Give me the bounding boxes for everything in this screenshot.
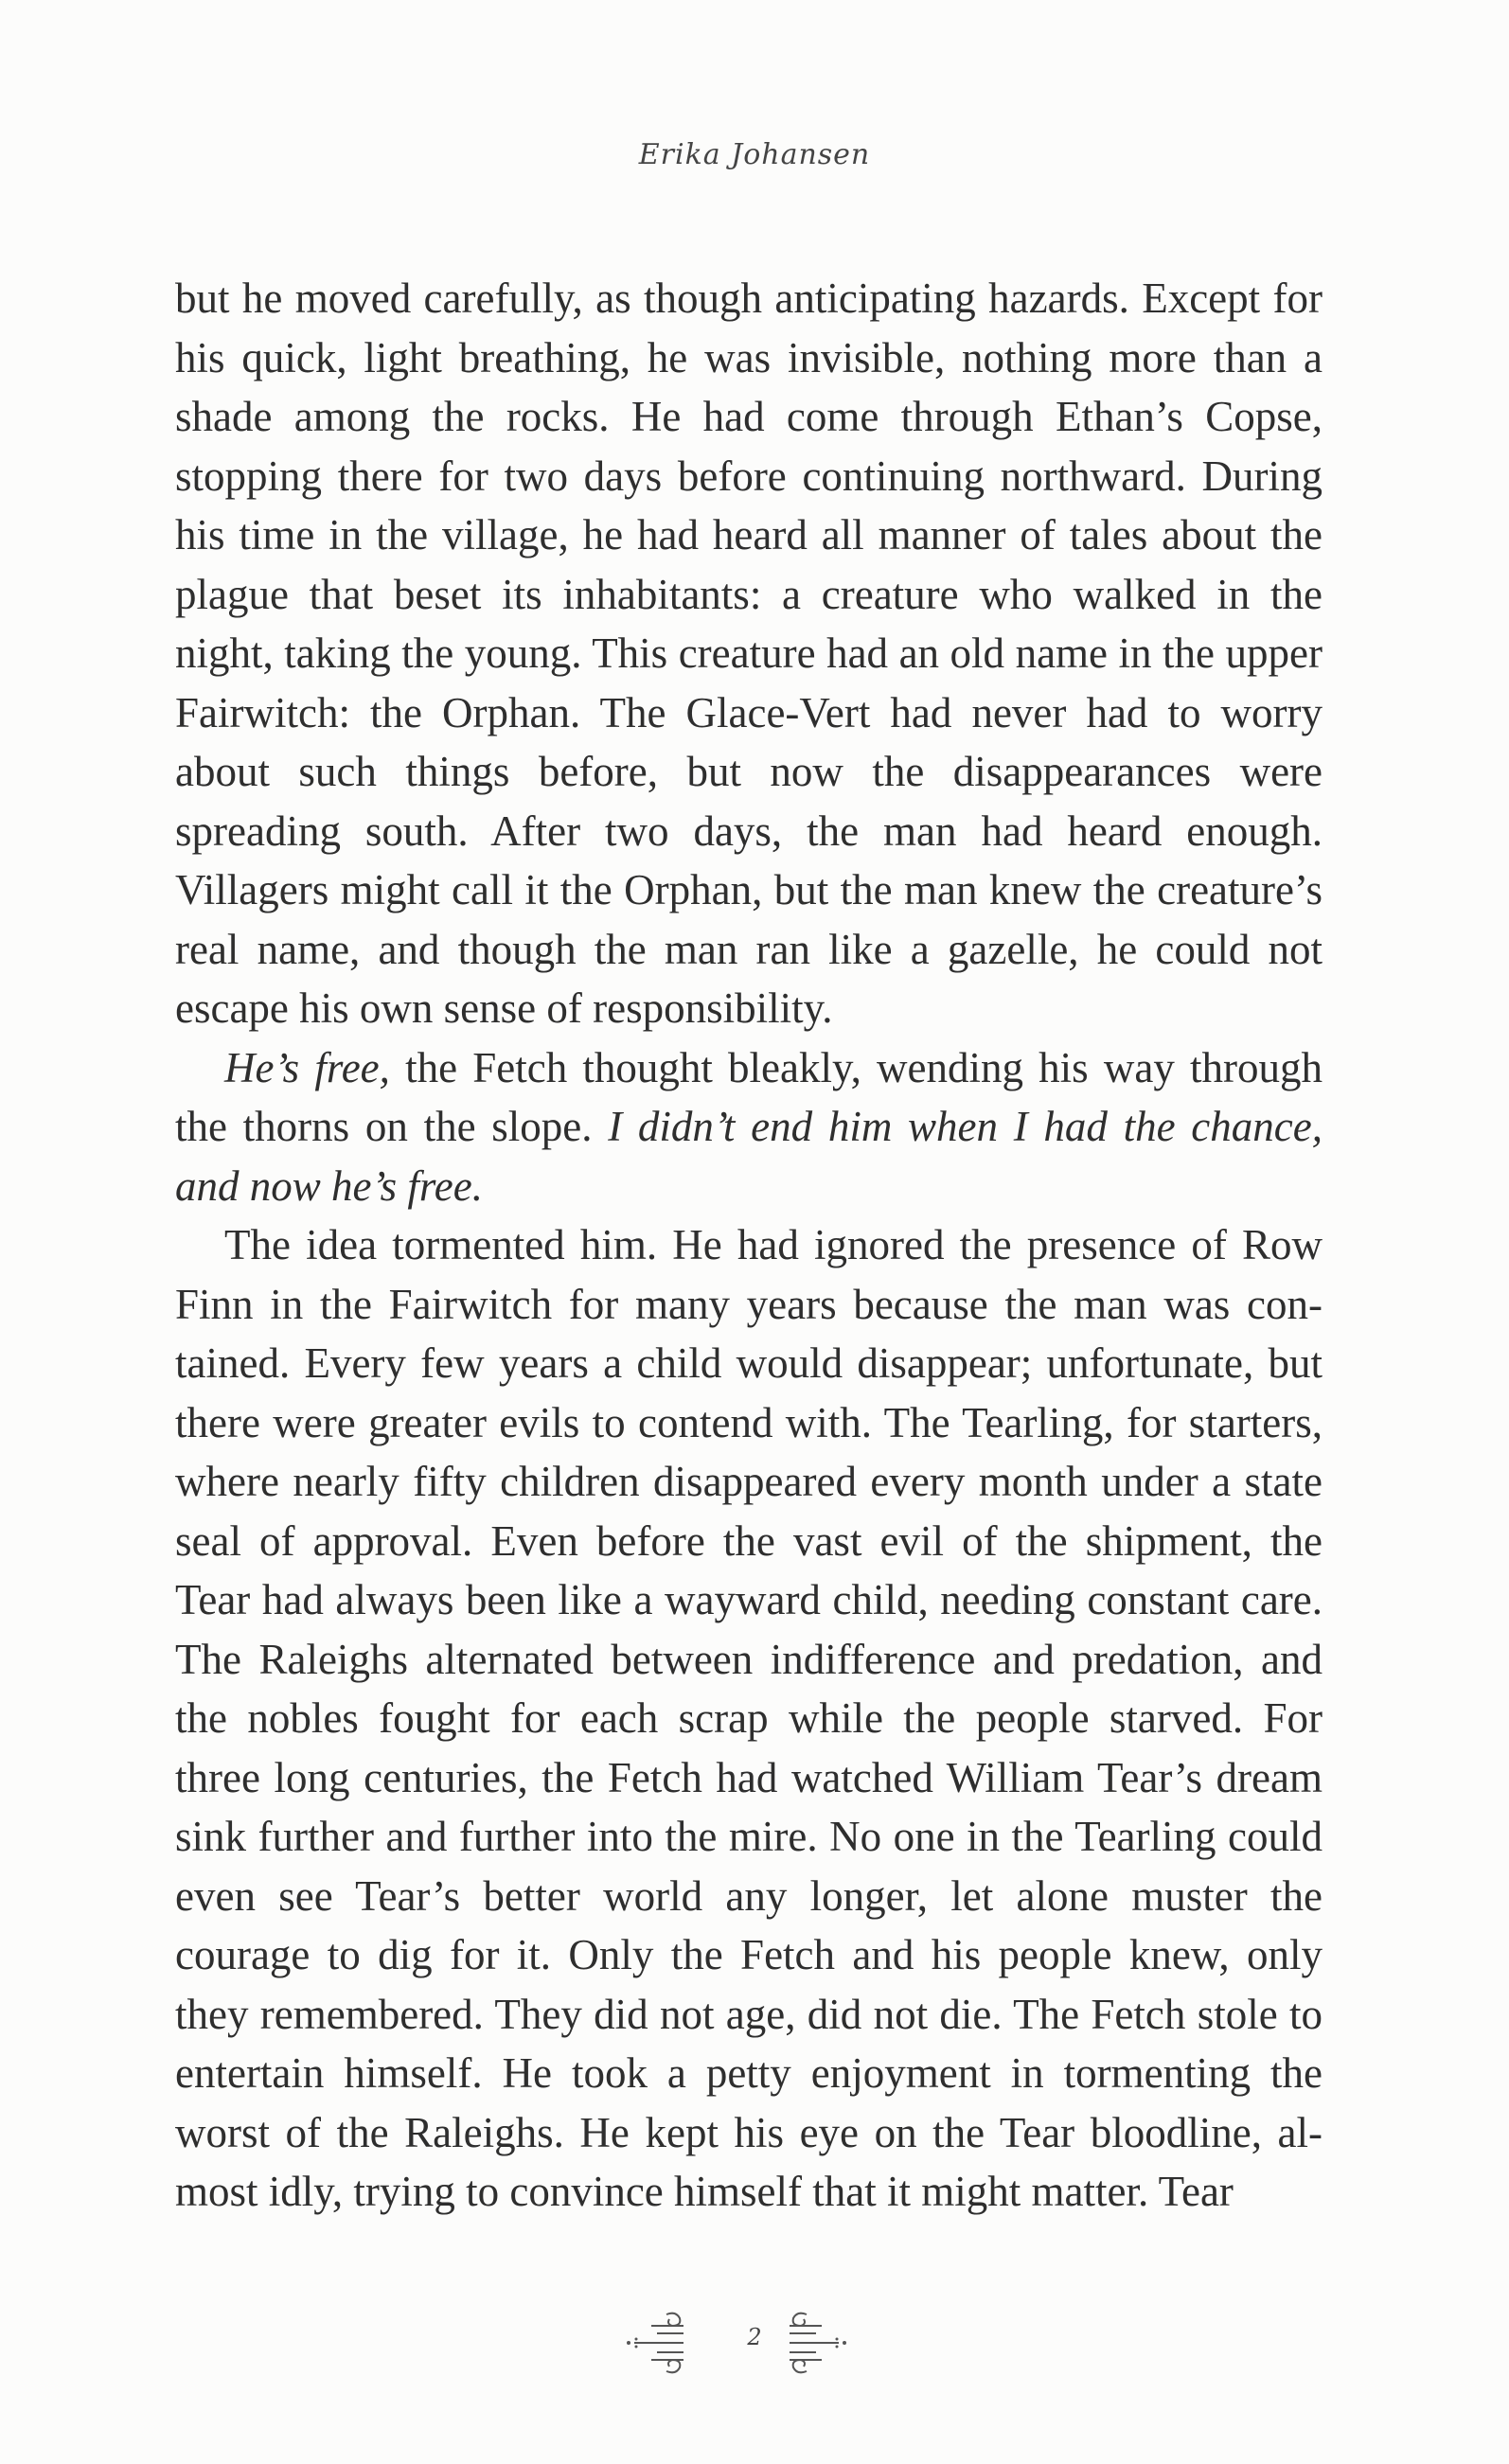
scroll-ornament-icon	[784, 2305, 850, 2381]
text-run: but he moved carefully, as though anticipating hazards. Except for his quick, light breathing, he was invisible, nothing more than a shade among the rocks. He had come through Ethan’s Copse, stopping there for two days before continuing northward. During his time in the village, he had heard all manner of tales about the plague that beset its inhabitants: a creature who walked in the night, taking the young. This creature had an old name in the upper Fairwitch: the Orphan. The Glace-Vert had never had to worry about such things before, but now the disappearances were spreading south. After two days, the man had heard enough. Villagers might call it the Orphan, but the man knew the creature’s real name, and though the man ran like a gazelle, he could not escape his own sense of responsibility.	[175, 275, 1323, 1032]
text-run: The idea tormented him. He had ignored the presence of Row Finn in the Fairwitch for many years because the man was contained. Every few years a child would disappear; unfortunate, but there were greater evils to contend with. The Tearling, for starters, where nearly fifty children disappeared every month under a state seal of approval. Even before the vast evil of the shipment, the Tear had always been like a wayward child, needing constant care. The Raleighs alternated between indifference and predation, and the nobles fought for each scrap while the people starved. For three long centuries, the Fetch had watched William Tear’s dream sink further and further into the mire. No one in the Tearling could even see Tear’s better world any longer, let alone muster the courage to dig for it. Only the Fetch and his people knew, only they remembered. They did not age, did not die. The Fetch stole to entertain himself. He took a petty enjoyment in tormenting the worst of the Raleighs. He kept his eye on the Tear bloodline, almost idly, trying to convince himself that it might matter. Tear	[175, 1221, 1323, 2215]
paragraph	[175, 1215, 1323, 2222]
scroll-ornament-icon	[623, 2305, 689, 2381]
body-text	[175, 269, 1323, 2222]
page-number: 2	[747, 2324, 762, 2350]
italic-run: I didn’t end him when I had the chance, and now he’s free.	[175, 1103, 1323, 1210]
running-head: Erika Johansen	[638, 138, 871, 171]
paragraph	[175, 1038, 1323, 1216]
paragraph	[175, 269, 1323, 1038]
page-footer	[0, 2305, 1509, 2381]
italic-run: He’s free,	[224, 1043, 390, 1091]
text-run: the Fetch thought bleakly, wending his way through the thorns on the slope.	[175, 1043, 1323, 1150]
